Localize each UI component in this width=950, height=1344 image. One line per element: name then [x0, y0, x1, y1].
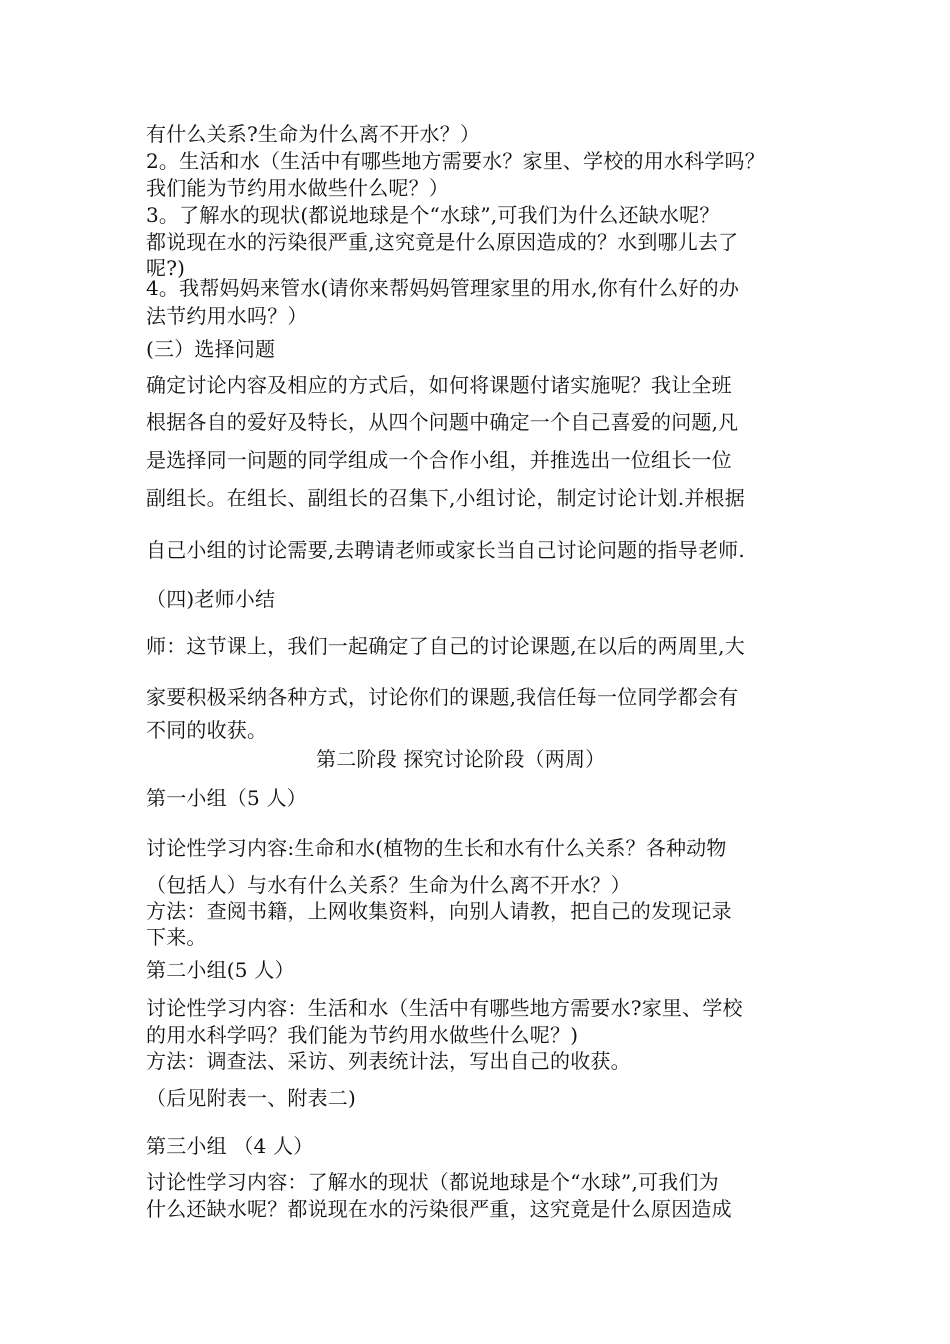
text-line: 讨论性学习内容：生活和水（生活中有哪些地方需要水?家里、学校 — [146, 996, 743, 1020]
text-line: 确定讨论内容及相应的方式后，如何将课题付诸实施呢？我让全班 — [146, 373, 732, 397]
section-heading: （四)老师小结 — [146, 587, 276, 611]
text-line: 法节约用水吗？） — [146, 304, 308, 328]
text-line: 的用水科学吗？我们能为节约用水做些什么呢？) — [146, 1023, 579, 1047]
group-heading: 第一小组（5 人） — [146, 786, 307, 810]
text-line: 我们能为节约用水做些什么呢？） — [146, 176, 449, 200]
text-line: 讨论性学习内容:生命和水(植物的生长和水有什么关系？各种动物 — [146, 836, 727, 860]
group-heading: 第三小组 （4 人） — [146, 1134, 314, 1158]
text-line: 不同的收获。 — [146, 718, 268, 742]
text-line: 2。生活和水（生活中有哪些地方需要水？家里、学校的用水科学吗？ — [146, 149, 765, 173]
stage-heading: 第二阶段 探究讨论阶段（两周） — [316, 747, 606, 771]
text-line: 方法：查阅书籍，上网收集资料，向别人请教，把自己的发现记录 — [146, 899, 732, 923]
section-heading: (三）选择问题 — [146, 337, 276, 361]
text-line: 呢?) — [146, 256, 186, 280]
text-line: 方法：调查法、采访、列表统计法，写出自己的收获。 — [146, 1049, 631, 1073]
text-line: 根据各自的爱好及特长，从四个问题中确定一个自己喜爱的问题,凡 — [146, 410, 739, 434]
text-line: 有什么关系?生命为什么离不开水？） — [146, 122, 481, 146]
text-line: （包括人）与水有什么关系？生命为什么离不开水？） — [146, 873, 631, 897]
text-line: 下来。 — [146, 925, 207, 949]
text-line: （后见附表一、附表二) — [146, 1086, 357, 1110]
text-line: 家要积极采纳各种方式，讨论你们的课题,我信任每一位同学都会有 — [146, 685, 739, 709]
text-line: 师：这节课上，我们一起确定了自己的讨论课题,在以后的两周里,大 — [146, 634, 745, 658]
group-heading: 第二小组(5 人） — [146, 958, 295, 982]
text-line: 是选择同一问题的同学组成一个合作小组，并推选出一位组长一位 — [146, 448, 732, 472]
text-line: 什么还缺水呢？都说现在水的污染很严重，这究竟是什么原因造成 — [146, 1197, 732, 1221]
text-line: 4。我帮妈妈来管水(请你来帮妈妈管理家里的用水,你有什么好的办 — [146, 276, 740, 300]
text-line: 自己小组的讨论需要,去聘请老师或家长当自己讨论问题的指导老师. — [146, 538, 745, 562]
text-line: 3。了解水的现状(都说地球是个“水球”,可我们为什么还缺水呢？ — [146, 203, 720, 227]
text-line: 副组长。在组长、副组长的召集下,小组讨论，制定讨论计划.并根据 — [146, 486, 745, 510]
text-line: 讨论性学习内容：了解水的现状（都说地球是个“水球”,可我们为 — [146, 1170, 719, 1194]
text-line: 都说现在水的污染很严重,这究竟是什么原因造成的？水到哪儿去了 — [146, 230, 739, 254]
